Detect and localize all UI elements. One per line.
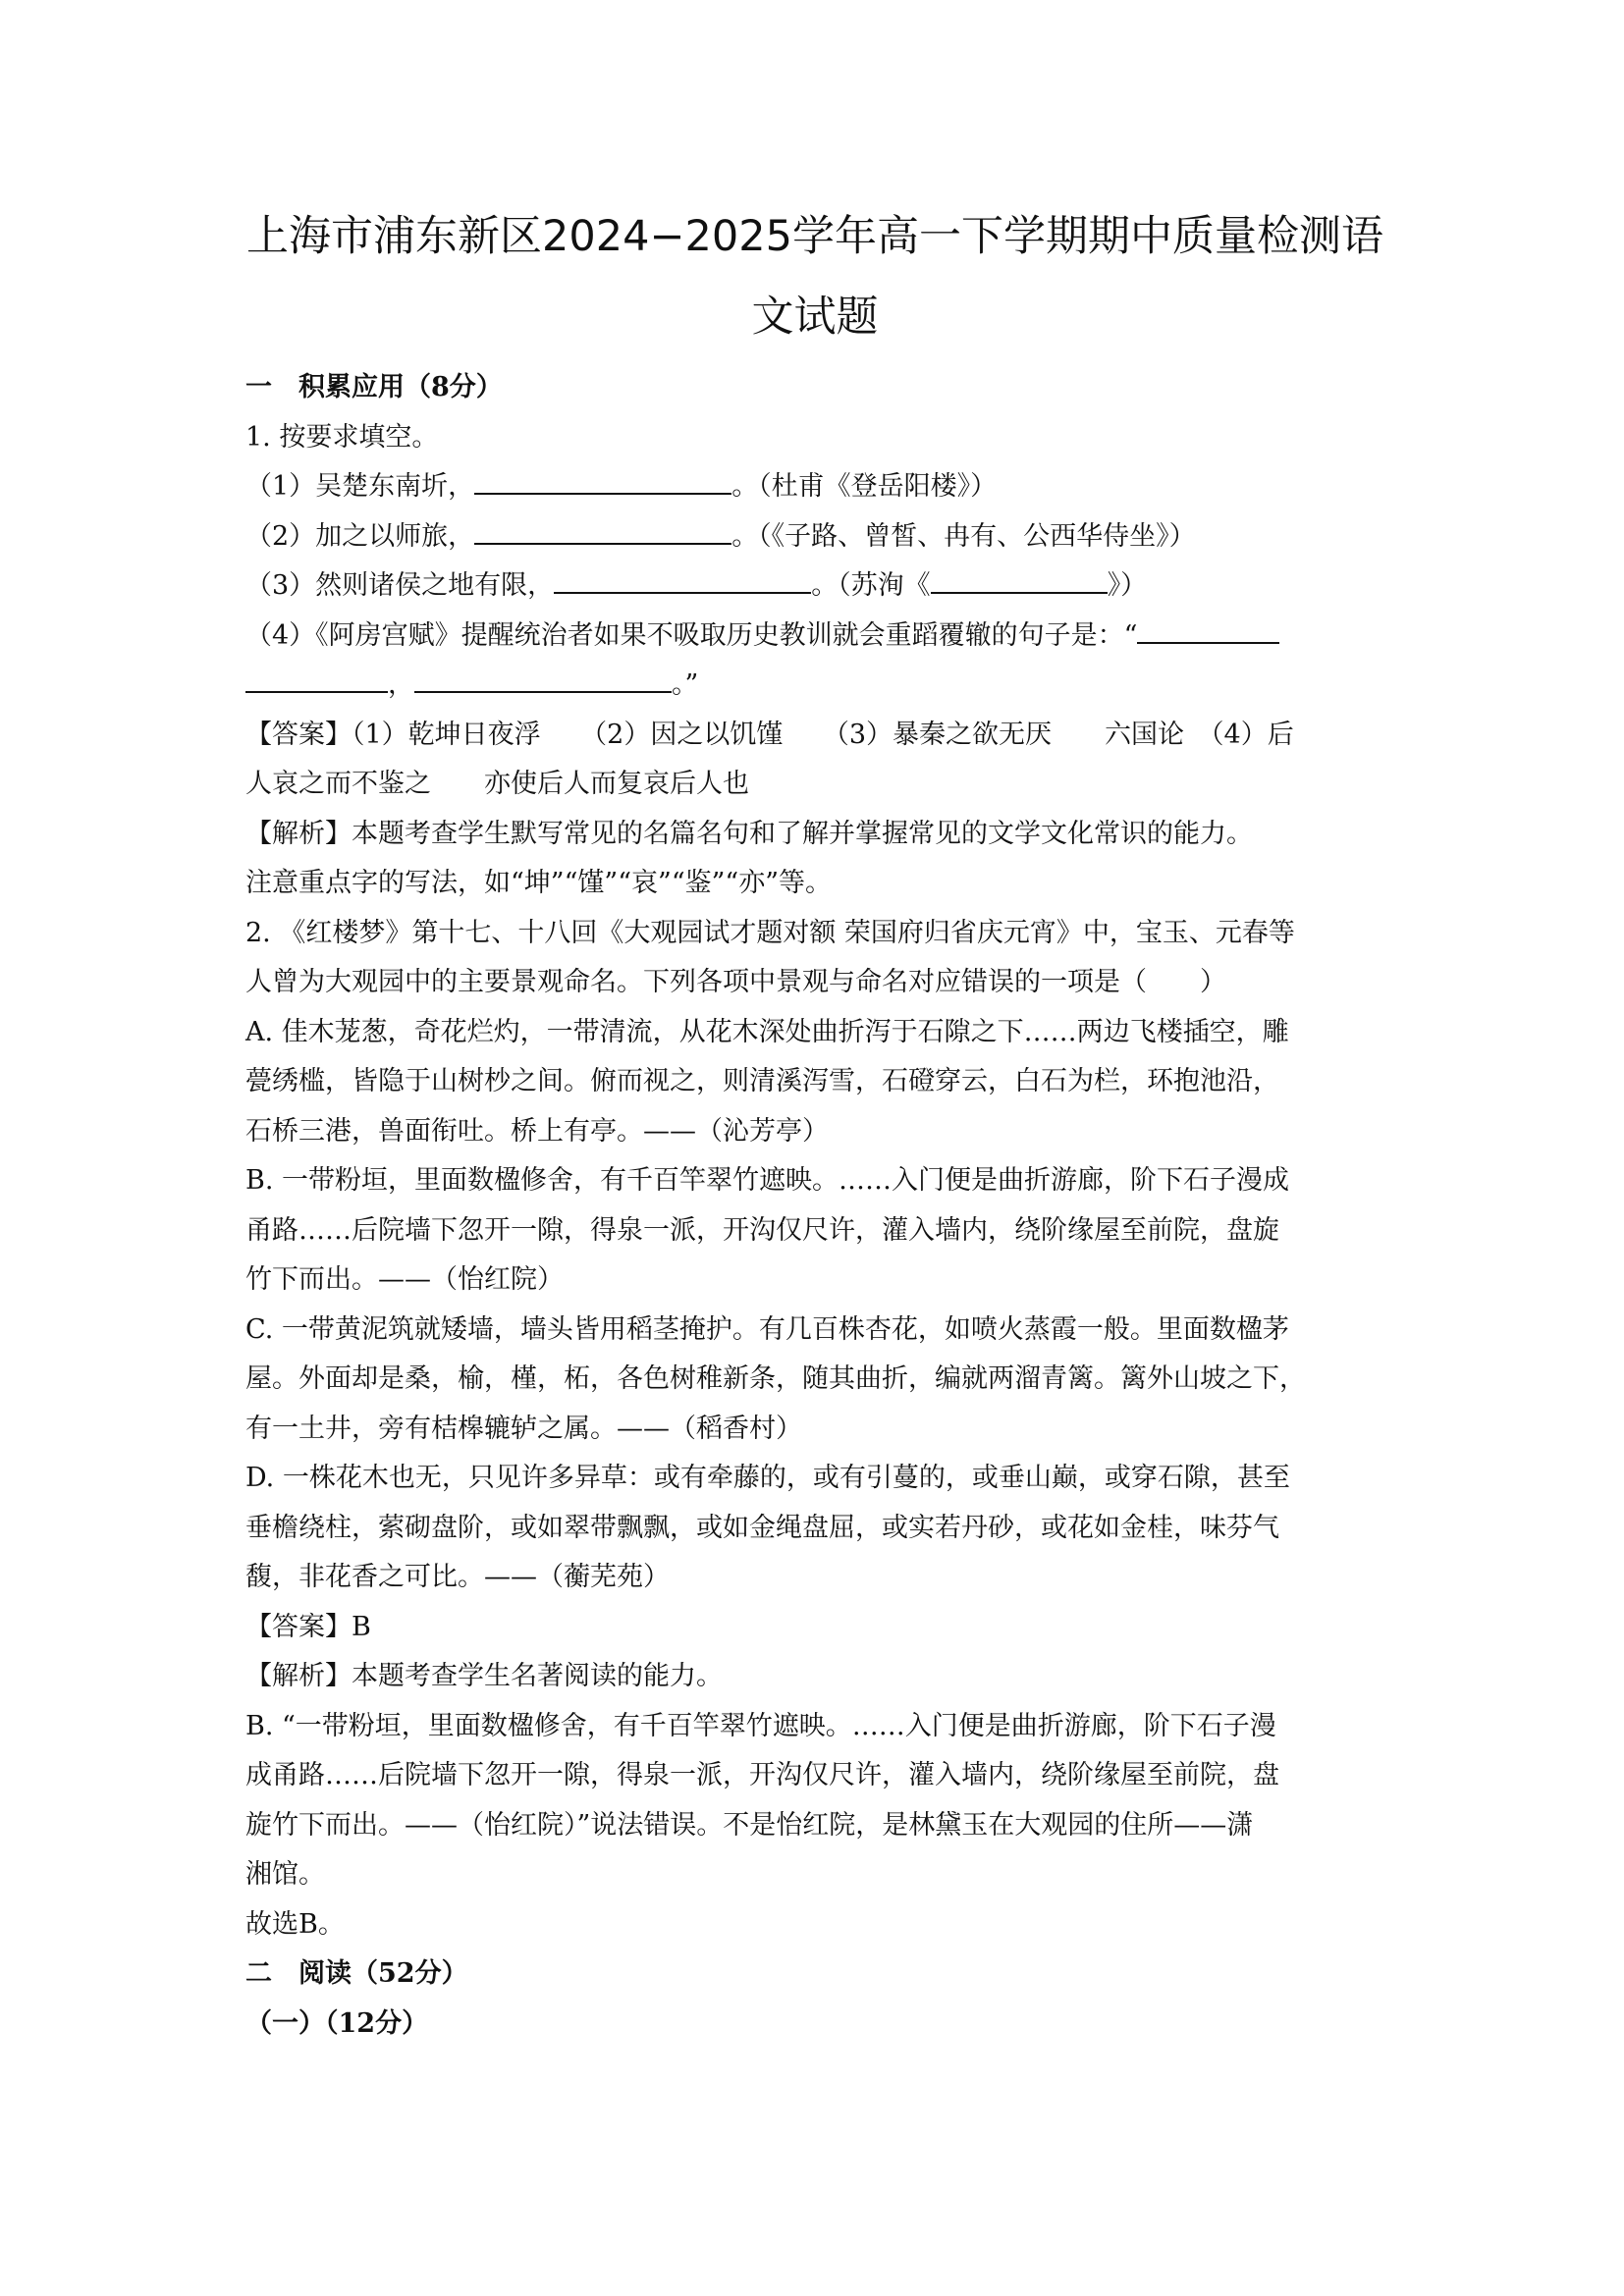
item-text: （3）然则诸侯之地有限，: [245, 570, 555, 601]
question-1-item-3: [245, 561, 1384, 612]
page-title: [245, 196, 1384, 357]
option-d-cont: 馥，非花香之可比。——（蘅芜苑）: [245, 1562, 670, 1592]
question-1-item-4-cont: [245, 661, 1384, 711]
answer-blank: [474, 463, 731, 495]
option-a-cont: 甍绣槛，皆隐于山树杪之间。俯而视之，则清溪泻雪，石磴穿云，白石为栏，环抱池沿，: [245, 1066, 1279, 1096]
question-2-conclusion: 故选B。: [245, 1908, 345, 1940]
question-2-answer: 【答案】B: [245, 1611, 371, 1642]
item-text: 。（苏洵《: [811, 570, 931, 601]
question-1-answer-cont: 人哀之而不鉴之 亦使后人而复哀后人也: [245, 769, 749, 799]
option-d-cont: 垂檐绕柱，萦砌盘阶，或如翠带飘飘，或如金绳盘屈，或实若丹砂，或花如金桂，味芬气: [245, 1512, 1279, 1543]
answer-blank: [245, 662, 388, 693]
item-text: ，: [388, 669, 414, 700]
answer-blank: [554, 562, 811, 594]
item-text: 》）: [1107, 570, 1148, 601]
question-1-item-2: [245, 512, 1384, 562]
item-text: 。（《子路、曾皙、冉有、公西华侍坐》）: [731, 520, 1196, 552]
option-c-cont: 有一土井，旁有桔槔辘轳之属。——（稻香村）: [245, 1413, 802, 1444]
question-1-item-1: [245, 462, 1384, 512]
question-2-analysis-body: B. “一带粉垣，里面数楹修舍，有千百竿翠竹遮映。……入门便是曲折游廊，阶下石子漫: [245, 1710, 1276, 1741]
option-a: A. 佳木茏葱，奇花烂灼，一带清流，从花木深处曲折泻于石隙之下……两边飞楼插空，雕: [245, 1016, 1289, 1047]
subsection-heading-1: （一）（12分）: [245, 2007, 429, 2039]
question-1-stem: 1. 按要求填空。: [245, 421, 439, 453]
question-2-analysis-body: 旋竹下而出。——（怡红院）”说法错误。不是怡红院，是林黛玉在大观园的住所——潇: [245, 1809, 1254, 1841]
section-heading-2: 二 阅读（52分）: [245, 1958, 468, 1989]
answer-blank: [414, 662, 672, 693]
option-d: D. 一株花木也无，只见许多异草：或有牵藤的，或有引蔓的，或垂山巅，或穿石隙，甚至: [245, 1463, 1290, 1493]
question-2-analysis-body: 成甬路……后院墙下忽开一隙，得泉一派，开沟仅尺许，灌入墙内，绕阶缘屋至前院，盘: [245, 1760, 1279, 1790]
item-text: 。（杜甫《登岳阳楼》）: [731, 471, 998, 502]
option-b-cont: 甬路……后院墙下忽开一隙，得泉一派，开沟仅尺许，灌入墙内，绕阶缘屋至前院，盘旋: [245, 1214, 1279, 1246]
question-1-answer: 【答案】（1）乾坤日夜浮 （2）因之以饥馑 （3）暴秦之欲无厌 六国论 （4）后: [245, 719, 1294, 750]
item-text: （4）《阿房宫赋》提醒统治者如果不吸取历史教训就会重蹈覆辙的句子是：“: [245, 619, 1138, 651]
question-2-stem-cont: 人曾为大观园中的主要景观命名。下列各项中景观与命名对应错误的一项是（ ）: [245, 967, 1226, 997]
question-2-stem: 2. 《红楼梦》第十七、十八回《大观园试才题对额 荣国府归省庆元宵》中，宝玉、元春等: [245, 917, 1295, 948]
option-c-cont: 屋。外面却是桑，榆，槿，柘，各色树稚新条，随其曲折，编就两溜青篱。篱外山坡之下，: [245, 1363, 1306, 1394]
title-line-1: 上海市浦东新区2024−2025学年高一下学期期中质量检测语: [246, 212, 1383, 261]
question-2-analysis: 【解析】本题考查学生名著阅读的能力。: [245, 1661, 723, 1691]
question-1-analysis-cont: 注意重点字的写法，如“坤”“馑”“哀”“鉴”“亦”等。: [245, 868, 833, 898]
question-2-analysis-body: 湘馆。: [245, 1859, 325, 1890]
item-text: （1）吴楚东南圻，: [245, 471, 475, 502]
question-1-item-4: [245, 612, 1384, 662]
answer-blank: [931, 562, 1108, 594]
title-line-2: 文试题: [751, 293, 879, 342]
answer-blank: [1137, 613, 1279, 644]
option-a-cont: 石桥三港，兽面衔吐。桥上有亭。——（沁芳亭）: [245, 1115, 829, 1147]
answer-blank: [474, 513, 731, 545]
question-1-analysis: 【解析】本题考查学生默写常见的名篇名句和了解并掌握常见的文学文化常识的能力。: [245, 818, 1253, 849]
item-text: 。”: [672, 669, 699, 700]
option-c: C. 一带黄泥筑就矮墙，墙头皆用稻茎掩护。有几百株杏花，如喷火蒸霞一般。里面数楹茅: [245, 1313, 1289, 1345]
section-heading-1: 一 积累应用（8分）: [245, 372, 503, 402]
item-text: （2）加之以师旅，: [245, 520, 475, 552]
option-b-cont: 竹下而出。——（怡红院）: [245, 1264, 564, 1295]
option-b: B. 一带粉垣，里面数楹修舍，有千百竿翠竹遮映。……入门便是曲折游廊，阶下石子漫成: [245, 1165, 1290, 1196]
exam-page: [245, 196, 1384, 2049]
